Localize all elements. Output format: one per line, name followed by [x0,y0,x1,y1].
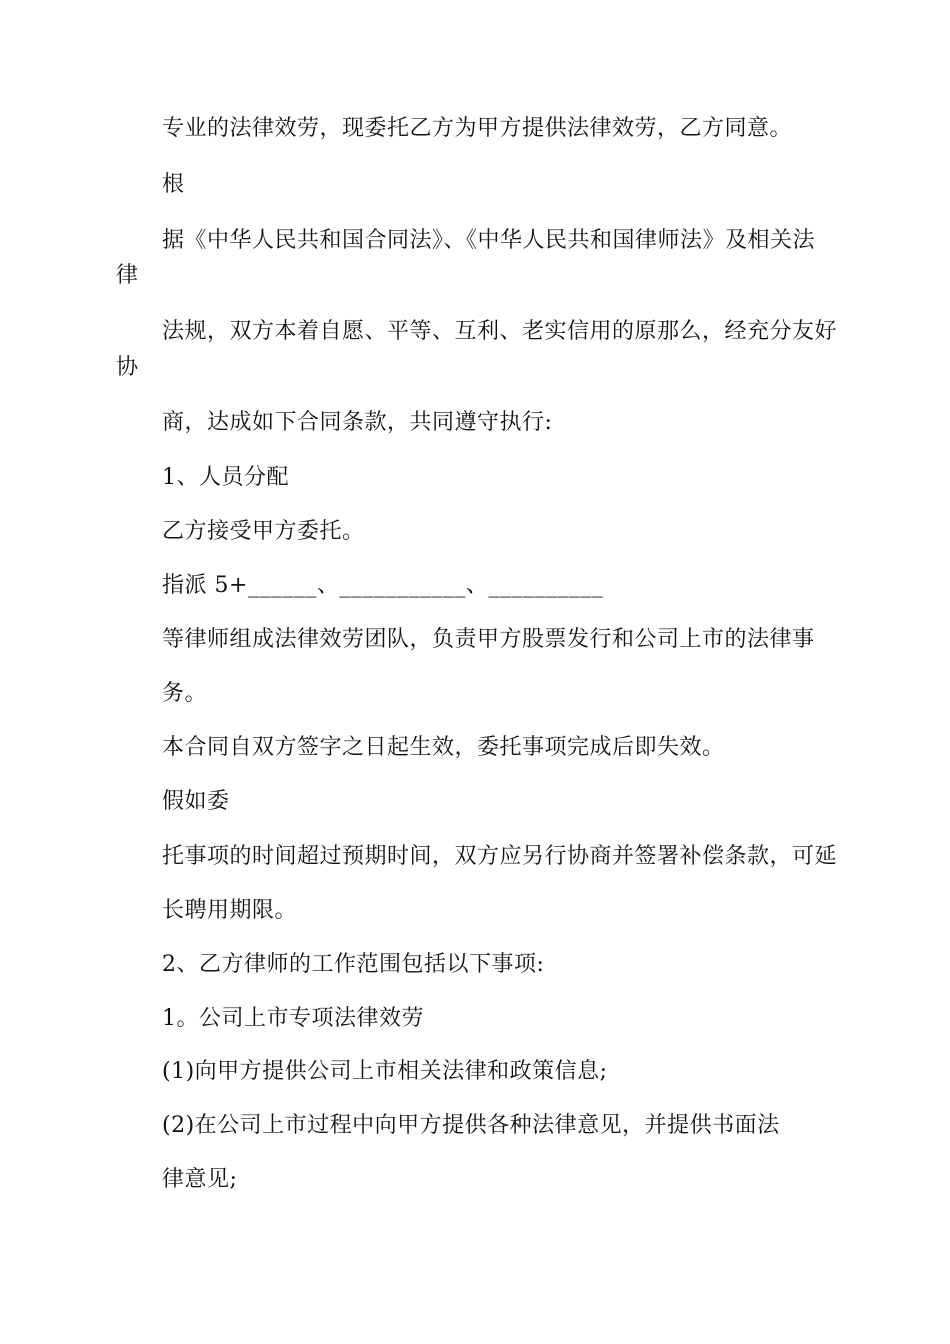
paragraph-line: 乙方接受甲方委托。 [162,519,365,544]
paragraph-line: 长聘用期限。 [162,898,298,923]
list-item: (2)在公司上市过程中向甲方提供各种法律意见，并提供书面法 [162,1113,780,1138]
paragraph-line: 托事项的时间超过预期时间，双方应另行协商并签署补偿条款，可延 [162,844,838,869]
paragraph-line: 据《中华人民共和国合同法》、《中华人民共和国律师法》及相关法 [162,228,816,253]
paragraph-line: 商，达成如下合同条款，共同遵守执行: [162,410,553,435]
paragraph-line: 律 [116,263,139,288]
paragraph-line: 假如委 [162,789,230,814]
paragraph-line: 务。 [162,681,208,706]
section-heading: 1、人员分配 [162,465,289,490]
paragraph-line: 协 [116,355,139,380]
paragraph-line: 法规，双方本着自愿、平等、互利、老实信用的原那么，经充分友好 [162,319,838,344]
subsection-heading: 1。公司上市专项法律效劳 [162,1006,424,1031]
paragraph-line: 本合同自双方签字之日起生效，委托事项完成后即失效。 [162,735,725,760]
paragraph-line: 根 [162,172,185,197]
section-heading: 2、乙方律师的工作范围包括以下事项: [162,952,545,977]
list-item: (1)向甲方提供公司上市相关法律和政策信息; [162,1059,608,1084]
paragraph-line: 等律师组成法律效劳团队，负责甲方股票发行和公司上市的法律事 [162,627,815,652]
list-item-continuation: 律意见; [162,1167,238,1192]
assignment-blank-line: 指派 5+______、___________、__________ [162,573,604,598]
paragraph-line: 专业的法律效劳，现委托乙方为甲方提供法律效劳，乙方同意。 [162,116,793,141]
